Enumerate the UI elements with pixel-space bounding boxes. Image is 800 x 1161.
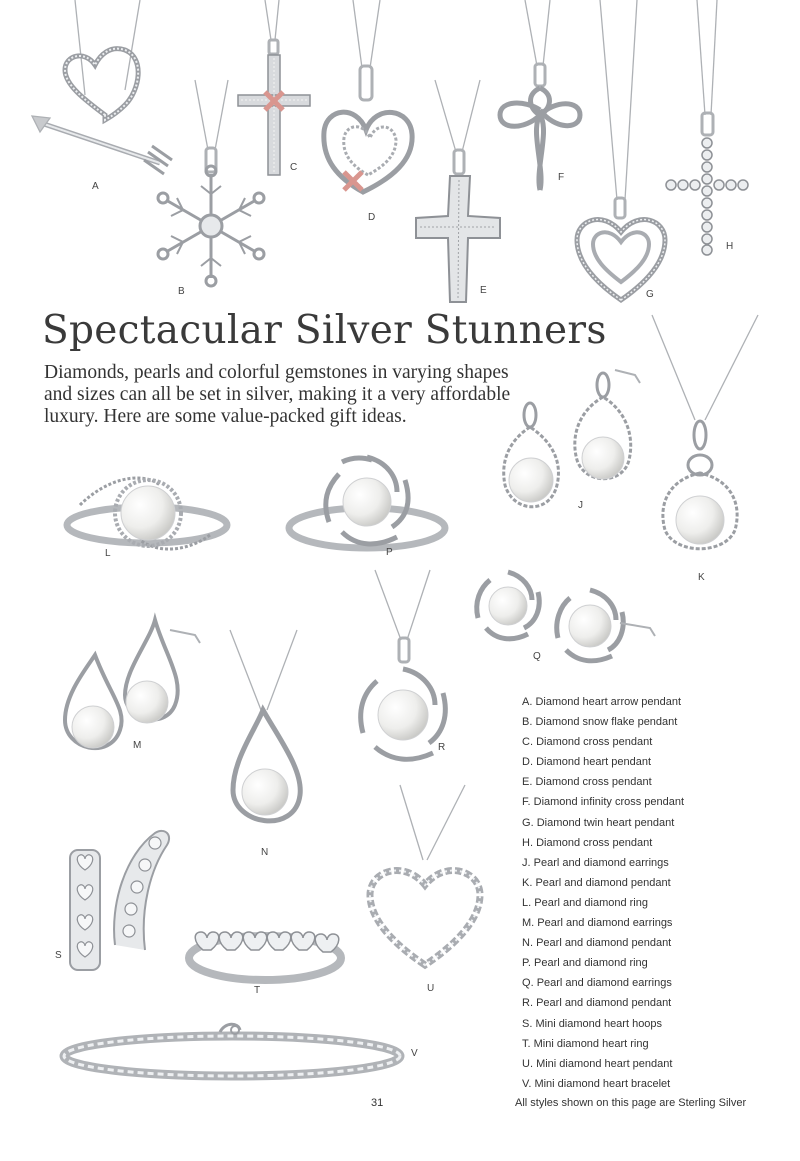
item-letter: M <box>133 740 142 751</box>
legend-item <box>522 692 684 712</box>
item-letter: F <box>558 172 565 183</box>
legend-description: Mini diamond heart ring <box>533 1037 649 1050</box>
legend-letter: Q <box>522 977 531 990</box>
legend-separator: . <box>529 1057 537 1070</box>
legend-description: Pearl and diamond ring <box>534 896 648 909</box>
legend-letter: G <box>522 816 531 829</box>
legend-item <box>522 1054 684 1074</box>
legend-letter: V <box>522 1077 529 1090</box>
legend-separator: . <box>527 856 534 869</box>
legend-letter: S <box>522 1017 530 1030</box>
pearl-earrings-image <box>470 568 665 668</box>
legend-description: Pearl and diamond earrings <box>536 977 672 990</box>
pearl-pendant-image <box>225 630 310 858</box>
legend-description: Mini diamond heart hoops <box>535 1017 663 1030</box>
legend-description: Pearl and diamond earrings <box>537 917 673 930</box>
legend-item <box>522 953 684 973</box>
legend-letter: L <box>522 896 529 909</box>
legend-letter: A <box>522 696 530 708</box>
heart-hoops-image <box>55 825 180 980</box>
item-letter: H <box>726 241 734 252</box>
legend-letter: E <box>522 776 530 789</box>
legend-description: Diamond cross pendant <box>535 776 652 789</box>
page-title: Spectacular Silver Stunners <box>42 308 607 353</box>
legend-letter: J <box>522 856 528 869</box>
legend-item <box>522 732 684 752</box>
legend-item <box>522 853 684 873</box>
legend-description: Pearl and diamond pendant <box>536 997 672 1010</box>
item-letter: A <box>92 181 99 192</box>
legend-separator: . <box>530 816 537 829</box>
heart-pendant-image <box>318 0 418 223</box>
legend-description: Diamond infinity cross pendant <box>533 796 685 809</box>
legend-letter: C <box>522 736 530 749</box>
legend-description: Diamond cross pendant <box>536 836 653 849</box>
pearl-earrings-image <box>55 615 205 770</box>
legend-separator: . <box>529 696 536 708</box>
legend-letter: T <box>522 1037 528 1050</box>
legend-separator: . <box>527 957 535 970</box>
heart-ring-image <box>185 920 345 1000</box>
legend-item <box>522 792 684 812</box>
item-letter: B <box>178 286 185 297</box>
legend-separator: . <box>529 997 537 1010</box>
page-number: 31 <box>371 1097 384 1109</box>
item-letter: V <box>411 1048 418 1059</box>
legend-item <box>522 913 684 933</box>
legend-letter: B <box>522 716 530 729</box>
item-letter: E <box>480 285 487 296</box>
legend-description: Diamond twin heart pendant <box>536 816 675 829</box>
legend-separator: . <box>527 796 534 809</box>
legend-separator: . <box>528 896 535 909</box>
cross-pendant-image <box>235 0 315 180</box>
legend-item <box>522 752 684 772</box>
legend-item <box>522 993 684 1013</box>
legend-item <box>522 712 684 732</box>
legend-separator: . <box>529 1017 536 1030</box>
legend-item <box>522 813 684 833</box>
infinity-cross-pendant-image <box>495 0 585 195</box>
legend-letter: N <box>522 937 530 950</box>
legend-letter: K <box>522 876 530 889</box>
item-letter: Q <box>533 651 541 662</box>
item-letter: D <box>368 212 376 223</box>
item-letter: R <box>438 742 446 753</box>
legend-item <box>522 1074 684 1094</box>
item-letter: T <box>254 985 261 996</box>
legend-description: Diamond snow flake pendant <box>535 716 678 729</box>
legend-letter: U <box>522 1057 530 1070</box>
pearl-earrings-image <box>495 365 645 530</box>
pearl-ring-image <box>285 450 450 560</box>
intro-paragraph: Diamonds, pearls and colorful gemstones in varying shapes and sizes can all be set in silver, making it a very affordable luxury. Here are some value-packed gift ideas. <box>44 362 511 427</box>
legend-letter: R <box>522 997 530 1010</box>
twin-heart-pendant-image <box>575 0 670 310</box>
legend-separator: . <box>529 937 537 950</box>
cross-pendant-image <box>665 0 750 260</box>
item-letter: C <box>290 162 298 173</box>
legend-separator: . <box>529 756 537 769</box>
pearl-pendant-image <box>640 315 770 583</box>
legend-item <box>522 873 684 893</box>
item-letter: P <box>386 547 393 558</box>
footnote: All styles shown on this page are Sterling Silver <box>515 1097 747 1109</box>
legend-item <box>522 1034 684 1054</box>
legend-separator: . <box>529 876 536 889</box>
item-letter: S <box>55 950 62 961</box>
legend-description: Diamond cross pendant <box>536 736 653 749</box>
legend-item <box>522 833 684 853</box>
item-legend-list <box>522 692 684 1094</box>
legend-letter: D <box>522 756 530 769</box>
legend-description: Diamond heart arrow pendant <box>535 696 681 708</box>
heart-pendant-image <box>365 785 485 994</box>
legend-description: Pearl and diamond pendant <box>536 937 672 950</box>
pearl-ring-image <box>60 465 235 560</box>
item-letter: N <box>261 847 269 858</box>
item-letter: J <box>578 500 583 511</box>
legend-letter: P <box>522 957 528 970</box>
item-letter: G <box>646 289 654 300</box>
item-letter: K <box>698 572 705 583</box>
legend-description: Mini diamond heart bracelet <box>534 1077 671 1090</box>
legend-description: Pearl and diamond pendant <box>535 876 671 889</box>
legend-separator: . <box>529 716 536 729</box>
legend-letter: H <box>522 836 530 849</box>
legend-separator: . <box>529 736 537 749</box>
legend-item <box>522 1014 684 1034</box>
item-letter: L <box>105 548 111 559</box>
item-letter: U <box>427 983 435 994</box>
heart-arrow-pendant-image <box>30 0 180 192</box>
legend-item <box>522 973 684 993</box>
legend-description: Pearl and diamond earrings <box>533 856 669 869</box>
legend-separator: . <box>527 1037 534 1050</box>
legend-description: Mini diamond heart pendant <box>536 1057 673 1070</box>
legend-item <box>522 893 684 913</box>
legend-separator: . <box>528 1077 535 1090</box>
legend-description: Pearl and diamond ring <box>534 957 648 970</box>
legend-letter: F <box>522 796 528 809</box>
legend-description: Diamond heart pendant <box>536 756 652 769</box>
heart-bracelet-image <box>60 1020 418 1085</box>
legend-separator: . <box>530 977 537 990</box>
legend-separator: . <box>529 836 537 849</box>
legend-item <box>522 772 684 792</box>
legend-separator: . <box>529 776 536 789</box>
legend-letter: M <box>522 917 532 930</box>
legend-separator: . <box>531 917 538 930</box>
legend-item <box>522 933 684 953</box>
pearl-pendant-image <box>355 570 465 770</box>
